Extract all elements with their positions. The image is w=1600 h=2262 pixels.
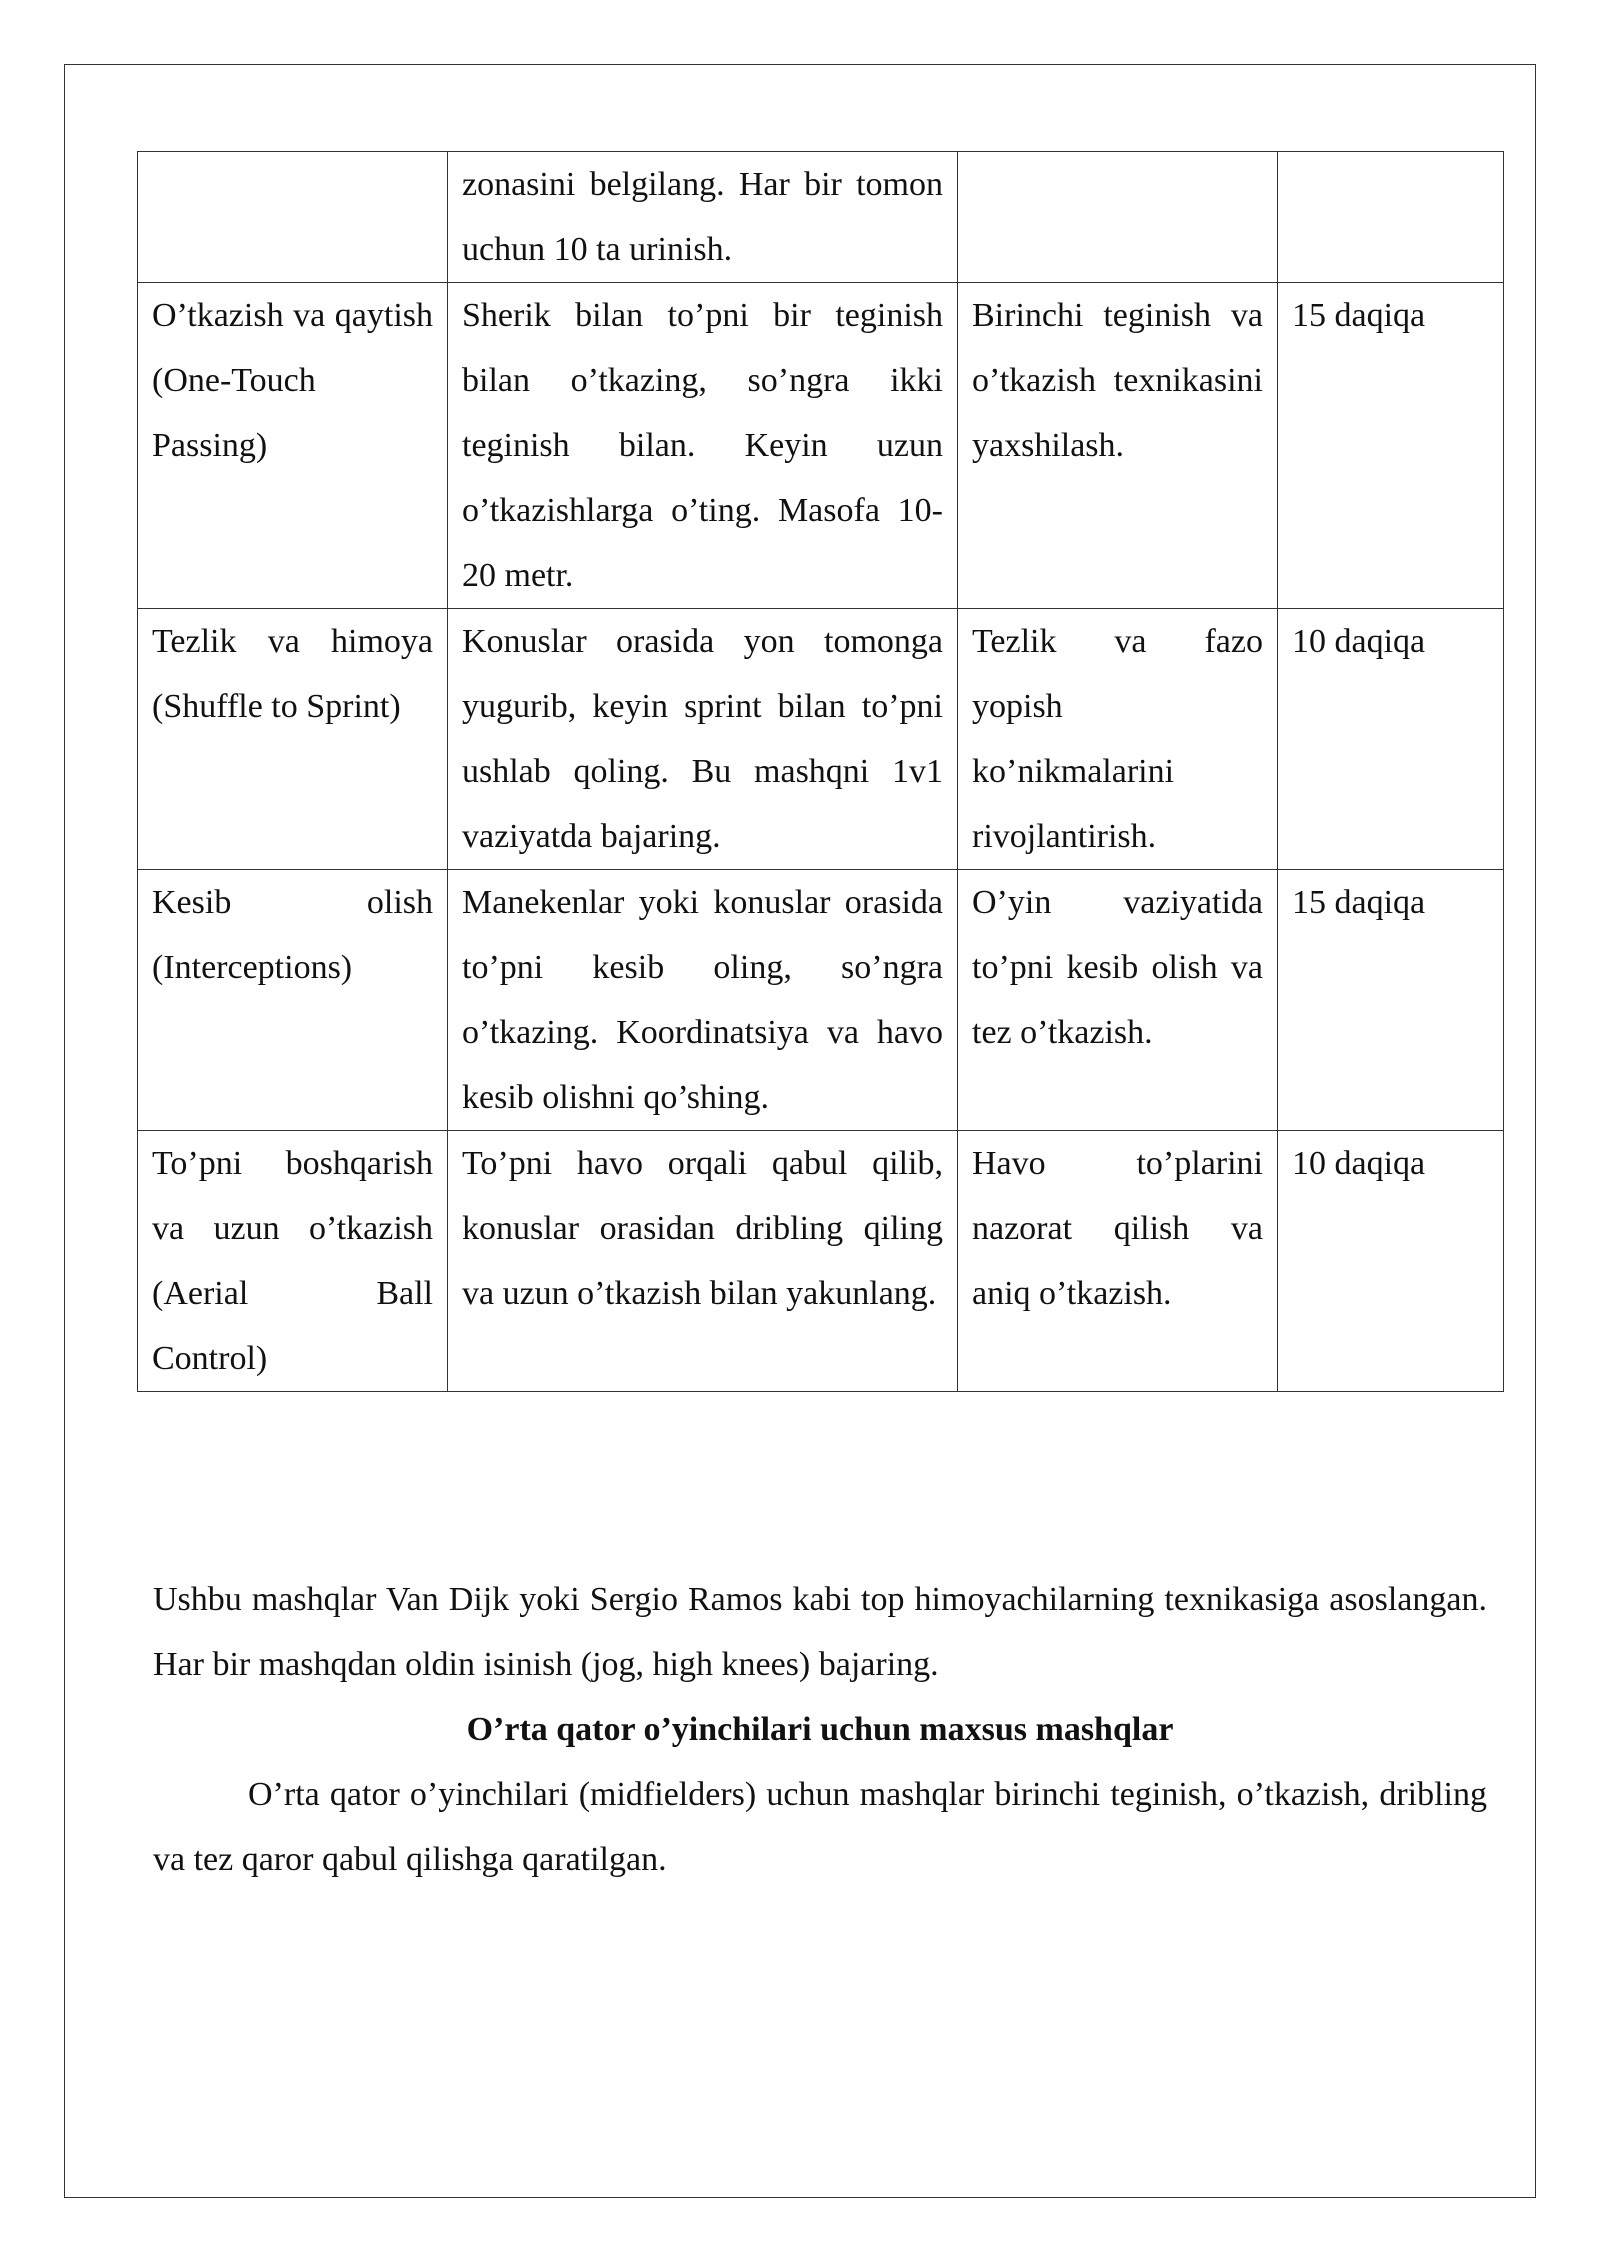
section-heading: O’rta qator o’yinchilari uchun maxsus mashqlar <box>466 1711 1174 1748</box>
table-row <box>138 609 1504 870</box>
goal-cell: Havo to’plarini nazorat qilish va aniq o’tkazish. <box>958 1131 1278 1392</box>
exercise-cell: Tezlik va himoya (Shuffle to Sprint) <box>138 609 448 870</box>
table-row <box>138 1131 1504 1392</box>
duration-cell: 15 daqiqa <box>1278 283 1504 609</box>
description-cell: Konuslar orasida yon tomonga yugurib, keyin sprint bilan to’pni ushlab qoling. Bu mashqni 1v1 vaziyatda bajaring. <box>448 609 958 870</box>
description-cell: Sherik bilan to’pni bir teginish bilan o’tkazing, so’ngra ikki teginish bilan. Keyin uzun o’tkazishlarga o’ting. Masofa 10-20 metr. <box>448 283 958 609</box>
body-paragraph: O’rta qator o’yinchilari (midfielders) uchun mashqlar birinchi teginish, o’tkazish, dribling va tez qaror qabul qilishga qaratilgan. <box>153 1776 1487 1878</box>
goal-cell: Tezlik va fazo yopish ko’nikmalarini rivojlantirish. <box>958 609 1278 870</box>
goal-cell <box>958 152 1278 283</box>
table-row <box>138 283 1504 609</box>
exercise-cell: Kesib olish (Interceptions) <box>138 870 448 1131</box>
exercise-table <box>137 151 1504 1392</box>
description-cell: To’pni havo orqali qabul qilib, konuslar orasidan dribling qiling va uzun o’tkazish bilan yakunlang. <box>448 1131 958 1392</box>
duration-cell <box>1278 152 1504 283</box>
goal-cell: O’yin vaziyatida to’pni kesib olish va tez o’tkazish. <box>958 870 1278 1131</box>
description-cell: Manekenlar yoki konuslar orasida to’pni kesib oling, so’ngra o’tkazing. Koordinatsiya va havo kesib olishni qo’shing. <box>448 870 958 1131</box>
table-row <box>138 870 1504 1131</box>
exercise-cell <box>138 152 448 283</box>
description-cell: zonasini belgilang. Har bir tomon uchun 10 ta urinish. <box>448 152 958 283</box>
duration-cell: 15 daqiqa <box>1278 870 1504 1131</box>
table-row <box>138 152 1504 283</box>
duration-cell: 10 daqiqa <box>1278 1131 1504 1392</box>
duration-cell: 10 daqiqa <box>1278 609 1504 870</box>
body-paragraph: Ushbu mashqlar Van Dijk yoki Sergio Ramos kabi top himoyachilarning texnikasiga asoslangan. Har bir mashqdan oldin isinish (jog, high knees) bajaring. <box>153 1581 1487 1683</box>
goal-cell: Birinchi teginish va o’tkazish texnikasini yaxshilash. <box>958 283 1278 609</box>
exercise-cell: O’tkazish va qaytish (One-Touch Passing) <box>138 283 448 609</box>
exercise-cell: To’pni boshqarish va uzun o’tkazish (Aerial Ball Control) <box>138 1131 448 1392</box>
